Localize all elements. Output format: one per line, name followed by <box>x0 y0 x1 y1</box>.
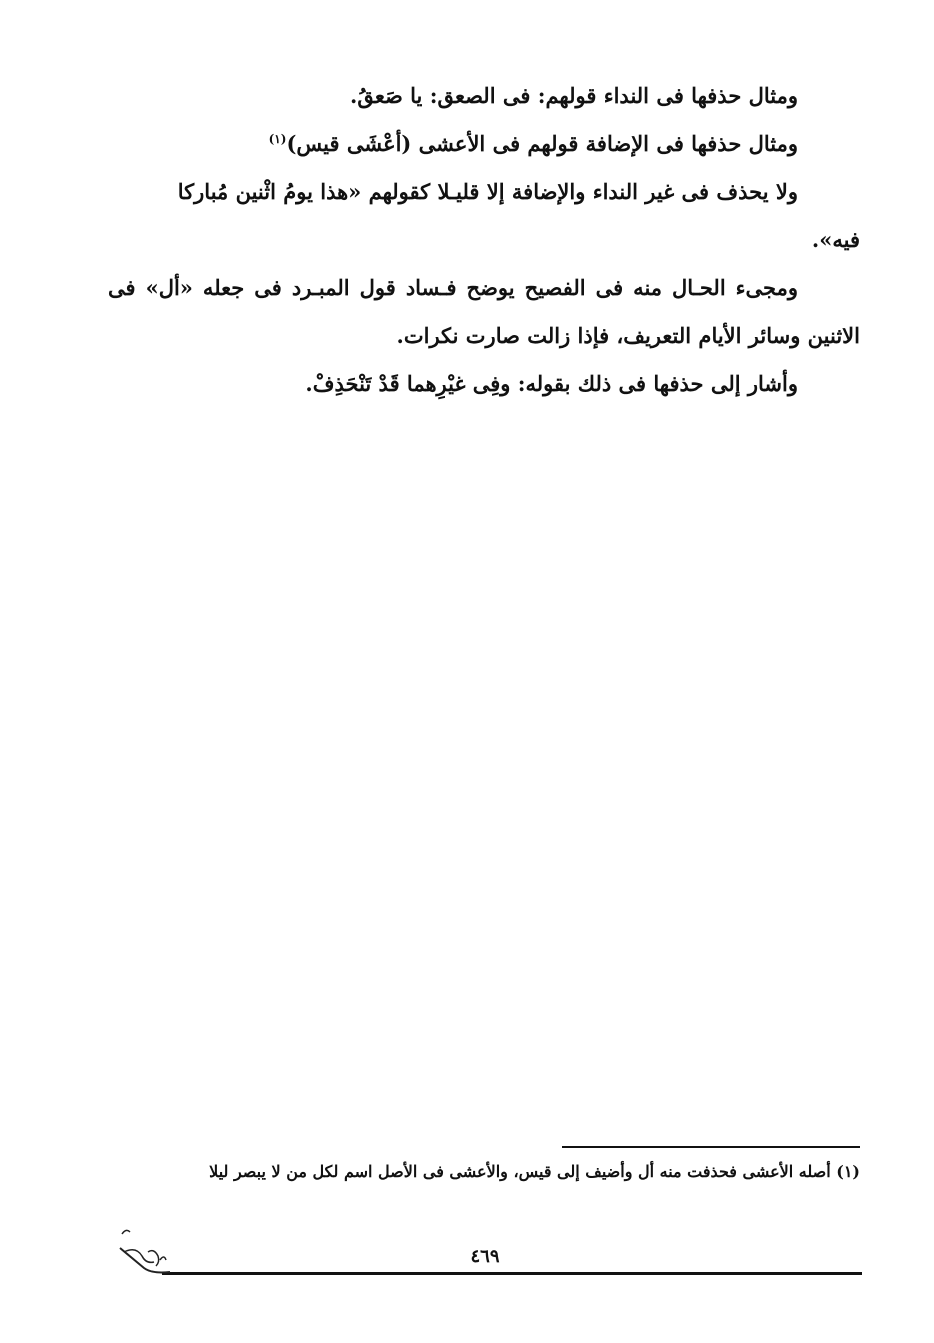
paragraph-rare-deletion: ولا يحذف فى غير النداء والإضافة إلا قليـلا كقولهم «هذا يومُ اثْنين مُباركا <box>177 179 798 204</box>
paragraph-vocative-example: ومثال حذفها فى النداء قولهم: فى الصعق: يا صَعقُ. <box>350 83 798 108</box>
decorative-ornament-icon <box>114 1222 174 1278</box>
footer-rule <box>162 1272 862 1275</box>
paragraph-mubarrad: ومجىء الحـال منه فى الفصيح يوضح فـساد قول المبـرد فى جعله «أل» فى الاثنين وسائر الأيام التعريف، فإذا زالت صارت نكرات. <box>108 275 860 348</box>
paragraph-idafa-text: ومثال حذفها فى الإضافة قولهم فى الأعشى (أعْشَى قيس) <box>286 131 798 156</box>
footnote-reference: (١) <box>268 132 287 146</box>
footnote-separator <box>562 1146 860 1148</box>
page-number: ٤٦٩ <box>470 1246 500 1267</box>
main-text <box>108 72 860 408</box>
paragraph-idafa-example <box>108 120 860 168</box>
paragraph-rare-deletion-end: فيه». <box>811 227 860 252</box>
paragraph-verse-reference: وأشار إلى حذفها فى ذلك بقوله: وفِى غيْرِهما قَدْ تَنْحَذِفْ. <box>305 371 798 396</box>
footnote-text: (١) أصله الأعشى فحذفت منه أل وأضيف إلى قيس، والأعشى فى الأصل اسم لكل من لا يبصر ليلا <box>209 1162 860 1181</box>
